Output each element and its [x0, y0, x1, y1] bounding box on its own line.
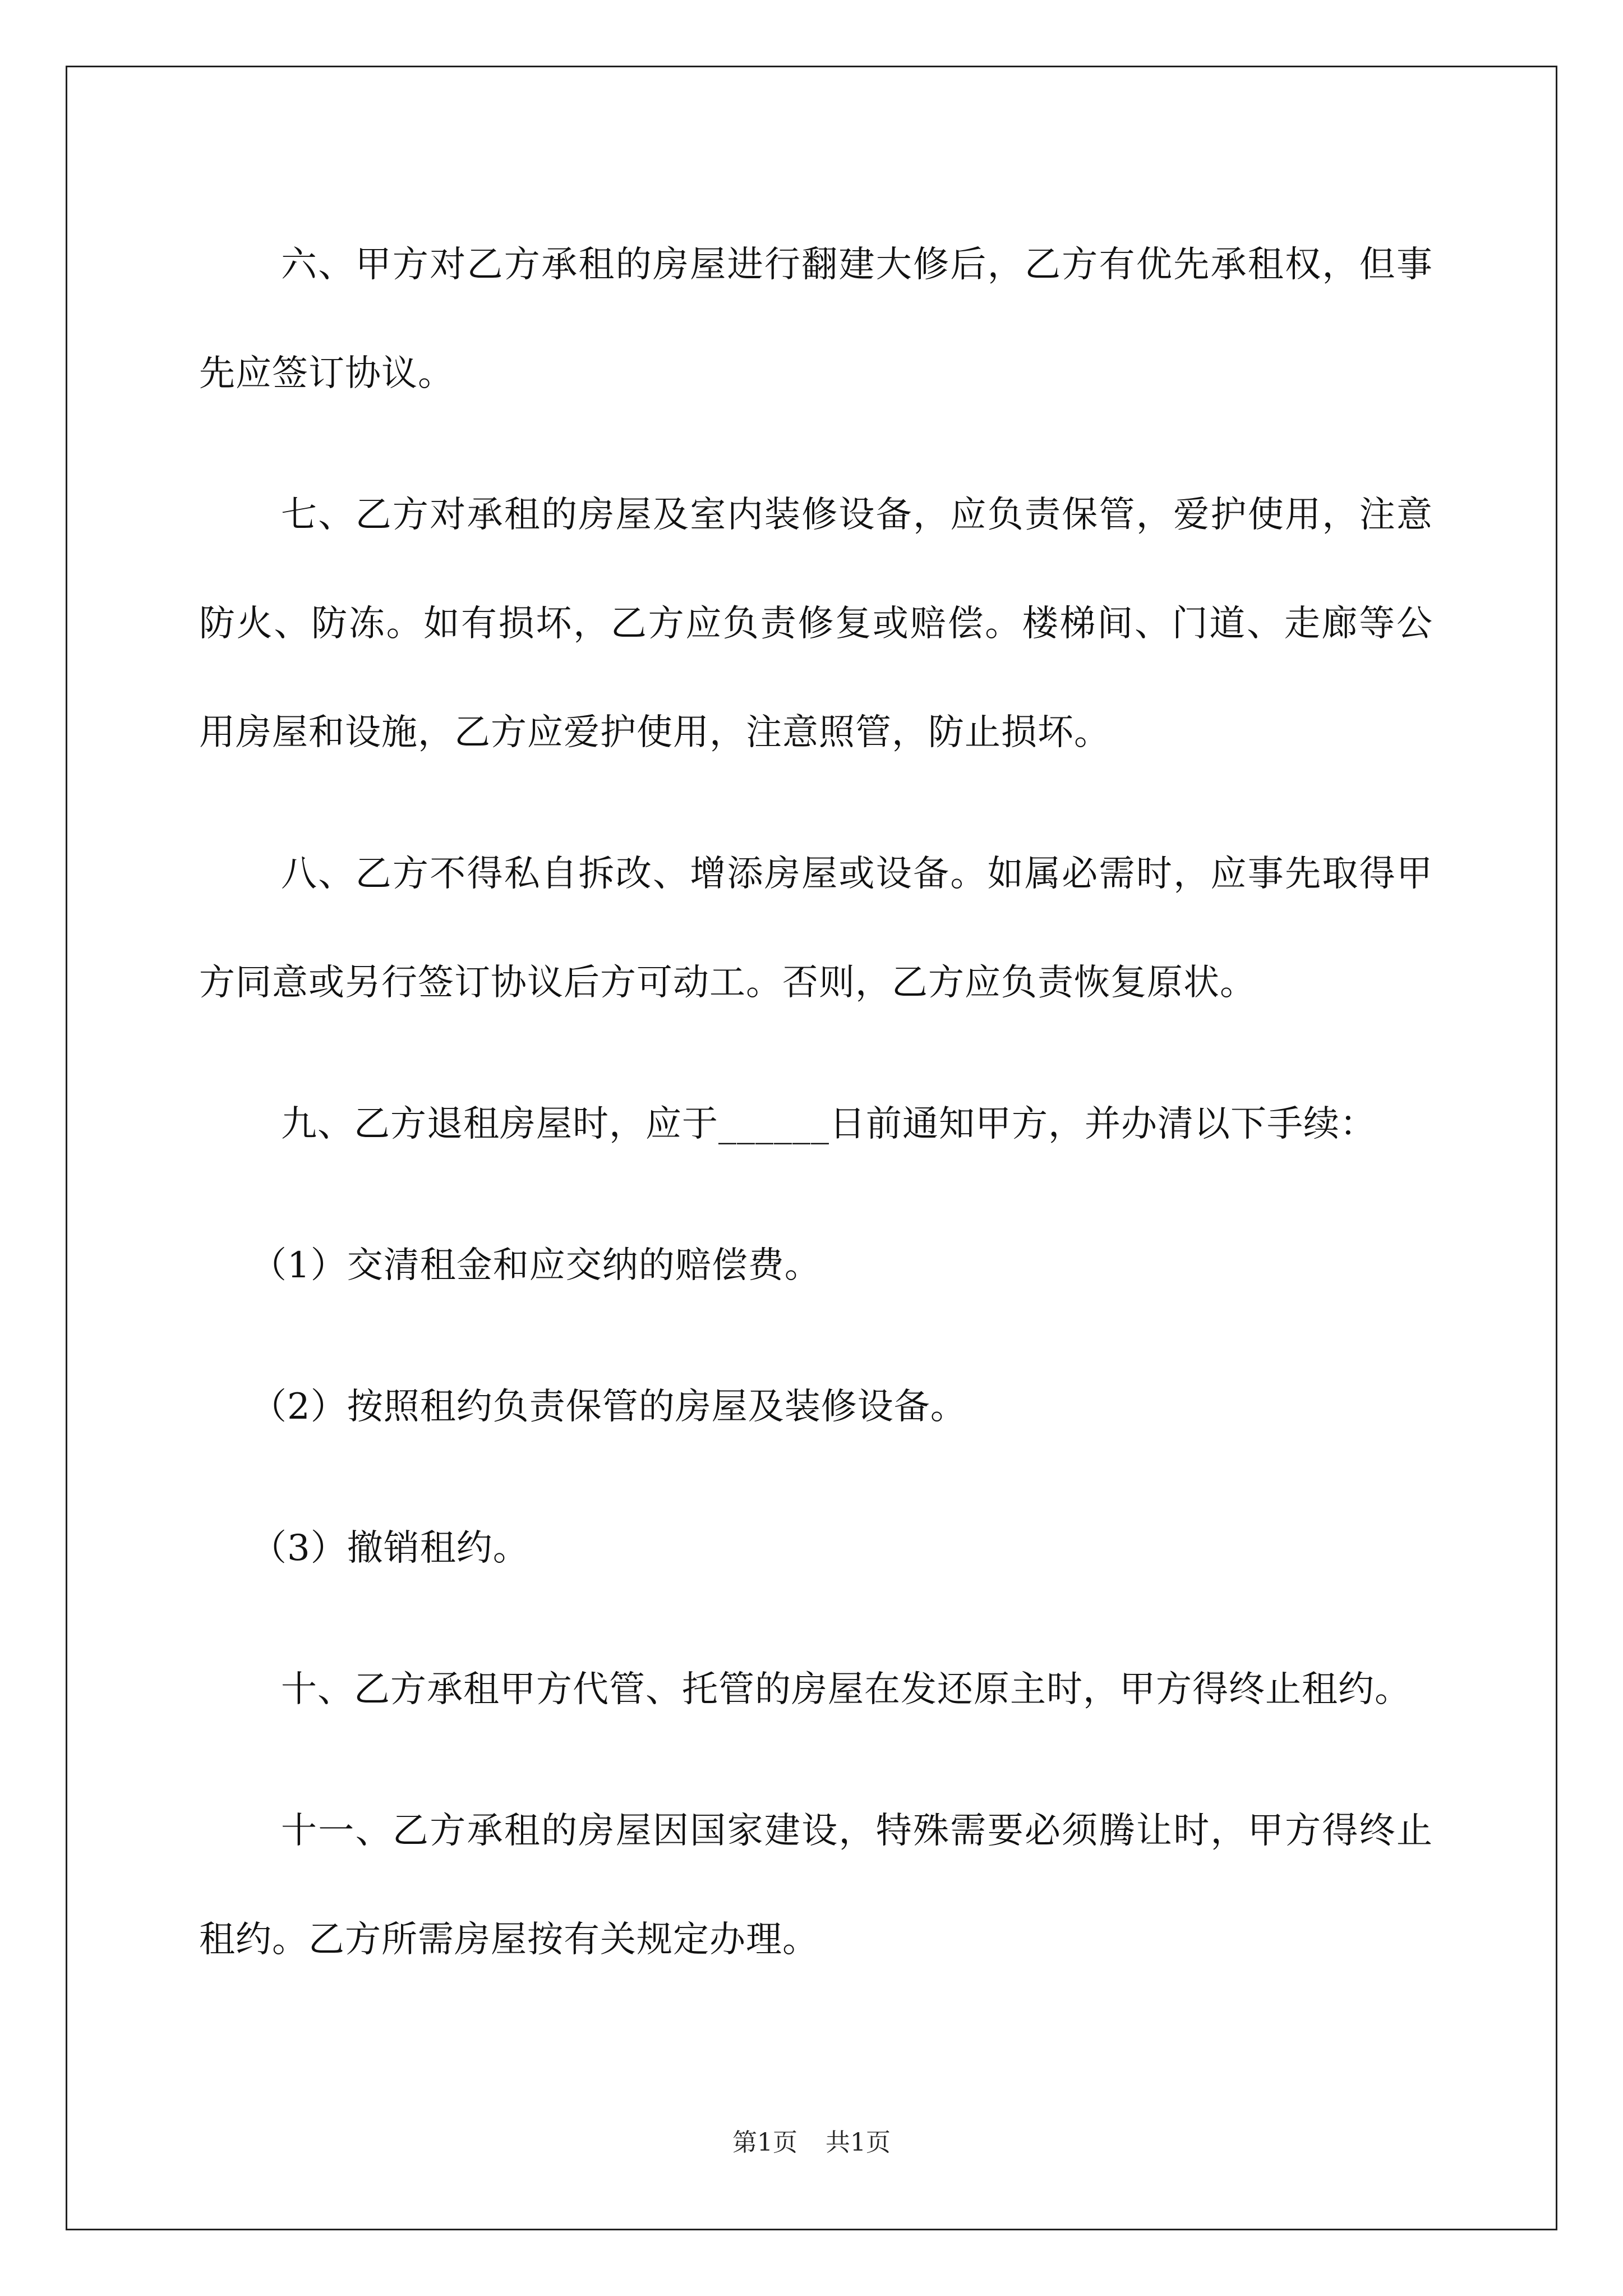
clause-10: 十、乙方承租甲方代管、托管的房屋在发还原主时，甲方得终止租约。	[281, 1669, 1411, 1710]
clause-9-item-3: （3）撤销租约。	[251, 1527, 529, 1569]
page-number: 第1页	[732, 2128, 797, 2157]
clause-9: 九、乙方退租房屋时，应于______日前通知甲方，并办清以下手续：	[281, 1103, 1376, 1145]
clause-9-item-2: （2）按照租约负责保管的房屋及装修设备。	[251, 1386, 967, 1428]
clause-11: 十一、乙方承租的房屋因国家建设，特殊需要必须腾让时，甲方得终止租约。乙方所需房屋按有关规定办理。	[199, 1810, 1433, 1961]
page-footer	[0, 2126, 1623, 2160]
clause-7: 七、乙方对承租的房屋及室内装修设备，应负责保管，爱护使用，注意防火、防冻。如有损坏，乙方应负责修复或赔偿。楼梯间、门道、走廊等公用房屋和设施，乙方应爱护使用，注意照管，防止损坏。	[199, 494, 1433, 753]
clause-8: 八、乙方不得私自拆改、增添房屋或设备。如属必需时，应事先取得甲方同意或另行签订协议后方可动工。否则，乙方应负责恢复原状。	[199, 853, 1433, 1004]
clause-6: 六、甲方对乙方承租的房屋进行翻建大修后，乙方有优先承租权，但事先应签订协议。	[199, 244, 1433, 394]
clause-9-item-1: （1）交清租金和应交纳的赔偿费。	[251, 1245, 821, 1286]
document-body	[199, 210, 1433, 2027]
page-total: 共1页	[826, 2128, 891, 2157]
